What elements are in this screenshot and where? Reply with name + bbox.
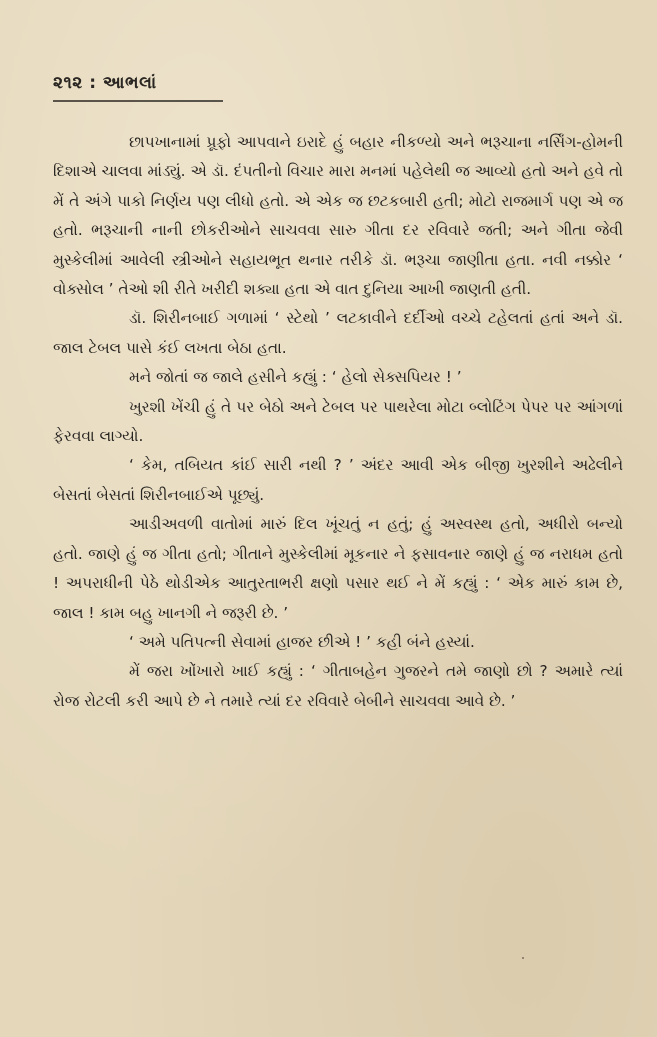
- paragraph-6: આડીઅવળી વાતોમાં મારું દિલ ખૂંચતું ન હતું; હું અસ્વસ્થ હતો, અધીરો બન્યો હતો. જાણે હું જ ગીતા હતો; ગીતાને મુસ્કેલીમાં મૂકનાર ને ફસાવનાર જાણે હું જ નરાધમ હતો ! અપરાધીની પેઠે થોડીએક આતુરતાભરી ક્ષણો પસાર થઈ ને મેં કહ્યું : ‘ એક મારું કામ છે, જાલ ! કામ બહુ ખાનગી ને જરૂરી છે. ’: [53, 515, 623, 622]
- paragraph-7: ‘ અમે પતિપત્ની સેવામાં હાજર છીએ ! ’ કહી બંને હસ્યાં.: [129, 632, 475, 651]
- paragraph-8: મેં જરા ખોંખારો ખાઈ કહ્યું : ‘ ગીતાબહેન ગુજરને તમે જાણો છો ? અમારે ત્યાં રોજ રોટલી કરી આપે છે ને તમારે ત્યાં દર રવિવારે બેબીને સાચવવા આવે છે. ’: [53, 662, 623, 710]
- header-underline: [53, 100, 223, 102]
- paragraph-4: ખુરશી ખેંચી હું તે પર બેઠો અને ટેબલ પર પાથરેલા મોટા બ્લોટિંગ પેપર પર આંગળાં ફેરવવા લાગ્યો.: [53, 397, 623, 446]
- running-header: ૨૧૨ : આભલાં: [53, 73, 157, 93]
- paragraph-1: છાપખાનામાં પ્રૂફો આપવાને ઇરાદે હું બહાર નીકળ્યો અને ભરૂચાના નર્સિંગ-હોમની દિશાએ ચાલવા માંડ્યું. એ ડૉ. દંપતીનો વિચાર મારા મનમાં પહેલેથી જ આવ્યો હતો અને હવે તો મેં તે અંગે પાકો નિર્ણય પણ લીધો હતો. એ એક જ છટકબારી હતી; મોટો રાજમાર્ગ પણ એ જ હતો. ભરૂચાની નાની છોકરીઓને સાચવવા સારુ ગીતા દર રવિવારે જતી; અને ગીતા જેવી મુસ્કેલીમાં આવેલી સ્ત્રીઓને સહાયભૂત થનાર તરીકે ડૉ. ભરૂચા જાણીતા હતા. નવી નક્કોર ‘ વોક્સોલ ’ તેઓ શી રીતે ખરીદી શક્યા હતા એ વાત દુનિયા આખી જાણતી હતી.: [53, 133, 623, 299]
- page-body: [53, 128, 623, 716]
- paragraph-3: મને જોતાં જ જાલે હસીને કહ્યું : ‘ હેલો સેક્સપિયર ! ’: [129, 368, 462, 387]
- ink-speck: [522, 957, 524, 959]
- paragraph-2: ડૉ. શિરીનબાઈ ગળામાં ‘ સ્ટેથો ’ લટકાવીને દર્દીઓ વચ્ચે ટહેલતાં હતાં અને ડૉ. જાલ ટેબલ પાસે કંઈ લખતા બેઠા હતા.: [53, 309, 623, 357]
- paragraph-5: ‘ કેમ, તબિયત કાંઈ સારી નથી ? ’ અંદર આવી એક બીજી ખુરશીને અઢેલીને બેસતાં બેસતાં શિરીનબાઈએ પૂછ્યું.: [53, 456, 623, 504]
